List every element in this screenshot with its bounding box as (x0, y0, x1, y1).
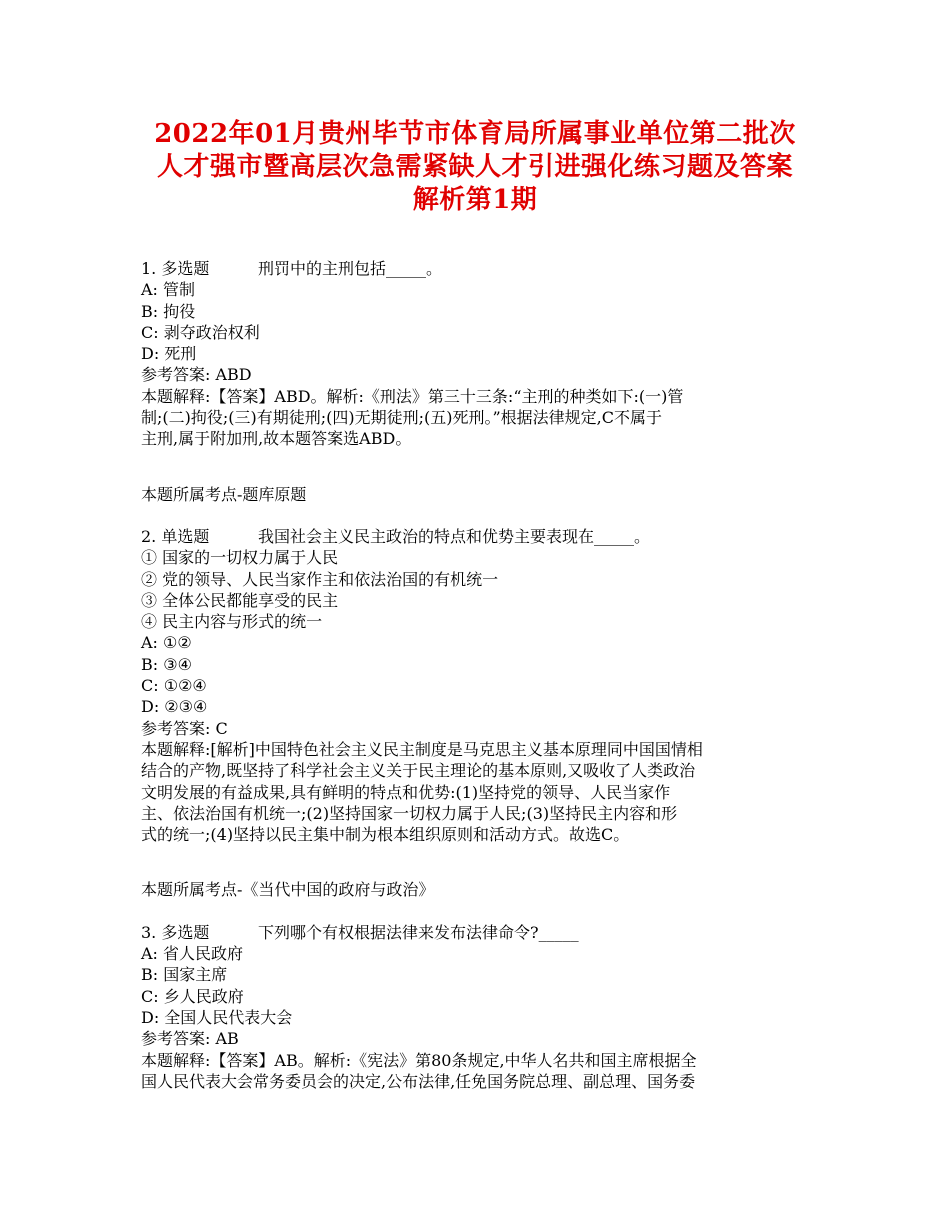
topic-label: 本题所属考点-题库原题 (141, 484, 307, 504)
option: D: 死刑 (141, 344, 197, 364)
title-line: 人才强市暨高层次急需紧缺人才引进强化练习题及答案 (156, 152, 793, 182)
question-number: 2. (141, 526, 157, 546)
option: D: 全国人民代表大会 (141, 1007, 293, 1027)
answer: 参考答案: ABD (141, 365, 252, 385)
question-header (141, 922, 821, 943)
question-type: 多选题 (161, 259, 210, 278)
title-line: 2022年01月贵州毕节市体育局所属事业单位第二批次 (154, 119, 796, 149)
statement: ① 国家的一切权力属于人民 (141, 548, 339, 568)
option: A: ①② (141, 633, 192, 653)
question-block (141, 258, 821, 526)
option: A: 省人民政府 (141, 944, 244, 964)
option: B: ③④ (141, 654, 192, 674)
question-block (141, 922, 821, 1092)
option: C: 剥夺政治权利 (141, 322, 260, 342)
explanation-line: 主刑,属于附加刑,故本题答案选ABD。 (141, 429, 412, 449)
statement: ② 党的领导、人民当家作主和依法治国的有机统一 (141, 569, 499, 589)
question-type: 单选题 (161, 526, 210, 546)
question-stem: 刑罚中的主刑包括_____。 (258, 259, 443, 278)
answer: 参考答案: C (141, 718, 228, 738)
option: C: 乡人民政府 (141, 986, 244, 1006)
answer: 参考答案: AB (141, 1029, 239, 1049)
explanation-line: 制;(二)拘役;(三)有期徒刑;(四)无期徒刑;(五)死刑。”根据法律规定,C不属于 (141, 408, 663, 428)
explanation-line: 文明发展的有益成果,具有鲜明的特点和优势:(1)坚持党的领导、人民当家作 (141, 782, 671, 802)
option: B: 国家主席 (141, 965, 228, 985)
topic-label: 本题所属考点-《当代中国的政府与政治》 (141, 880, 435, 900)
statement: ④ 民主内容与形式的统一 (141, 612, 323, 632)
option: D: ②③④ (141, 697, 208, 717)
question-block (141, 526, 821, 922)
question-header (141, 526, 821, 547)
title-line: 解析第1期 (412, 185, 538, 215)
option: B: 拘役 (141, 301, 196, 321)
explanation-line: 主、依法治国有机统一;(2)坚持国家一切权力属于人民;(3)坚持民主内容和形 (141, 803, 678, 823)
question-number: 1. (141, 259, 157, 278)
question-stem: 我国社会主义民主政治的特点和优势主要表现在_____。 (258, 526, 651, 546)
explanation-line: 本题解释:[解析]中国特色社会主义民主制度是马克思主义基本原理同中国国情相 (141, 739, 703, 759)
question-type: 多选题 (161, 922, 210, 942)
option: A: 管制 (141, 280, 196, 300)
explanation-line: 本题解释:【答案】ABD。解析:《刑法》第三十三条:“主刑的种类如下:(一)管 (141, 386, 684, 406)
statement: ③ 全体公民都能享受的民主 (141, 590, 339, 610)
question-number: 3. (141, 922, 157, 942)
explanation-line: 式的统一;(4)坚持以民主集中制为根本组织原则和活动方式。故选C。 (141, 825, 630, 845)
option: C: ①②④ (141, 676, 207, 696)
explanation-line: 本题解释:【答案】AB。解析:《宪法》第80条规定,中华人名共和国主席根据全 (141, 1050, 697, 1070)
document-body (141, 258, 821, 1092)
document-title (60, 118, 890, 217)
explanation-line: 国人民代表大会常务委员会的决定,公布法律,任免国务院总理、副总理、国务委 (141, 1071, 696, 1091)
question-stem: 下列哪个有权根据法律来发布法律命令?_____ (258, 922, 579, 942)
question-header (141, 258, 821, 279)
explanation-line: 结合的产物,既坚持了科学社会主义关于民主理论的基本原则,又吸收了人类政治 (141, 761, 696, 781)
